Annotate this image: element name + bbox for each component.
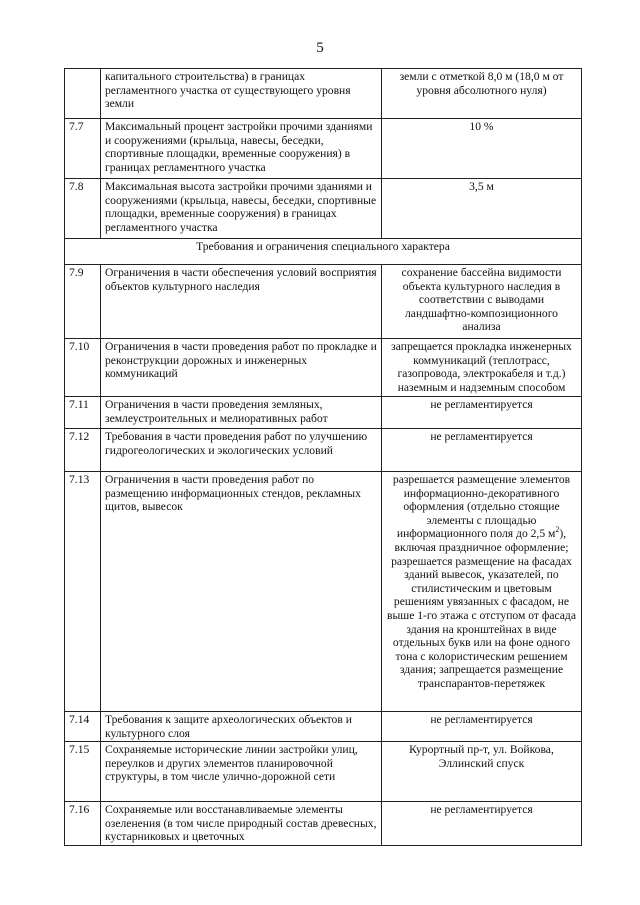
table-row xyxy=(65,265,582,339)
superscript-2: 2 xyxy=(555,525,560,535)
row-parameter: Ограничения в части обеспечения условий восприятия объектов культурного наследия xyxy=(101,265,382,339)
row-value: не регламентируется xyxy=(382,802,582,846)
page-number: 5 xyxy=(316,40,324,56)
table-row xyxy=(65,339,582,397)
section-row xyxy=(65,239,582,265)
row-value: Курортный пр-т, ул. Войкова, Эллинский спуск xyxy=(382,742,582,802)
row-value: земли с отметкой 8,0 м (18,0 м от уровня абсолютного нуля) xyxy=(382,69,582,119)
table-row xyxy=(65,712,582,742)
row-parameter: Сохраняемые или восстанавливаемые элементы озеленения (в том числе природный состав древесных, кустарниковых и цветочных xyxy=(101,802,382,846)
row-number xyxy=(65,69,101,119)
table-row xyxy=(65,472,582,712)
row-parameter: Требования к защите археологических объектов и культурного слоя xyxy=(101,712,382,742)
table-row xyxy=(65,69,582,119)
row-parameter: капитального строительства) в границах регламентного участка от существующего уровня земли xyxy=(101,69,382,119)
row-parameter: Ограничения в части проведения земляных, землеустроительных и мелиоративных работ xyxy=(101,397,382,429)
row-value-text-cont: ), включая праздничное оформление; разрешается размещение на фасадах зданий вывесок, указателей, по стилистическим и цветовым решениям увязанных с фасадом, не выше 1-го этажа с отступом от фасада здания на кронштейнах в виде отдельных букв или на фоне одного тона с колористическим решением здания; запрещается размещение транспарантов-перетяжек xyxy=(387,527,576,690)
section-title: Требования и ограничения специального характера xyxy=(65,239,582,265)
row-parameter: Максимальная высота застройки прочими зданиями и сооружениями (крыльца, навесы, беседки, спортивные площадки, временные сооружения) в границах регламентного участка xyxy=(101,179,382,239)
row-value: не регламентируется xyxy=(382,429,582,472)
row-value: запрещается прокладка инженерных коммуникаций (теплотрасс, газопровода, электрокабеля и т.д.) наземным и надземным способом xyxy=(382,339,582,397)
table-row xyxy=(65,397,582,429)
row-number: 7.10 xyxy=(65,339,101,397)
row-value: не регламентируется xyxy=(382,712,582,742)
row-number: 7.16 xyxy=(65,802,101,846)
regulations-table xyxy=(64,68,582,846)
row-value: 3,5 м xyxy=(382,179,582,239)
table-row xyxy=(65,802,582,846)
row-number: 7.14 xyxy=(65,712,101,742)
row-number: 7.11 xyxy=(65,397,101,429)
row-number: 7.8 xyxy=(65,179,101,239)
row-number: 7.12 xyxy=(65,429,101,472)
row-number: 7.9 xyxy=(65,265,101,339)
row-number: 7.7 xyxy=(65,119,101,179)
row-value: сохранение бассейна видимости объекта культурного наследия в соответствии с выводами ландшафтно-композиционного анализа xyxy=(382,265,582,339)
row-parameter: Сохраняемые исторические линии застройки улиц, переулков и других элементов планировочной структуры, в том числе улично-дорожной сети xyxy=(101,742,382,802)
row-value xyxy=(382,472,582,712)
row-parameter: Требования в части проведения работ по улучшению гидрогеологических и экологических условий xyxy=(101,429,382,472)
table-row xyxy=(65,429,582,472)
row-number: 7.15 xyxy=(65,742,101,802)
row-parameter: Ограничения в части проведения работ по размещению информационных стендов, рекламных щитов, вывесок xyxy=(101,472,382,712)
row-parameter: Ограничения в части проведения работ по прокладке и реконструкции дорожных и инженерных коммуникаций xyxy=(101,339,382,397)
table-row xyxy=(65,742,582,802)
row-value-text: разрешается размещение элементов информационно-декоративного оформления (отдельно стоящие элементы с площадью информационного поля до 2,5 м xyxy=(392,473,571,541)
row-value: 10 % xyxy=(382,119,582,179)
row-parameter: Максимальный процент застройки прочими зданиями и сооружениями (крыльца, навесы, беседки, спортивные площадки, временные сооружения) в границах регламентного участка xyxy=(101,119,382,179)
table-row xyxy=(65,119,582,179)
row-value: не регламентируется xyxy=(382,397,582,429)
row-number: 7.13 xyxy=(65,472,101,712)
table-row xyxy=(65,179,582,239)
